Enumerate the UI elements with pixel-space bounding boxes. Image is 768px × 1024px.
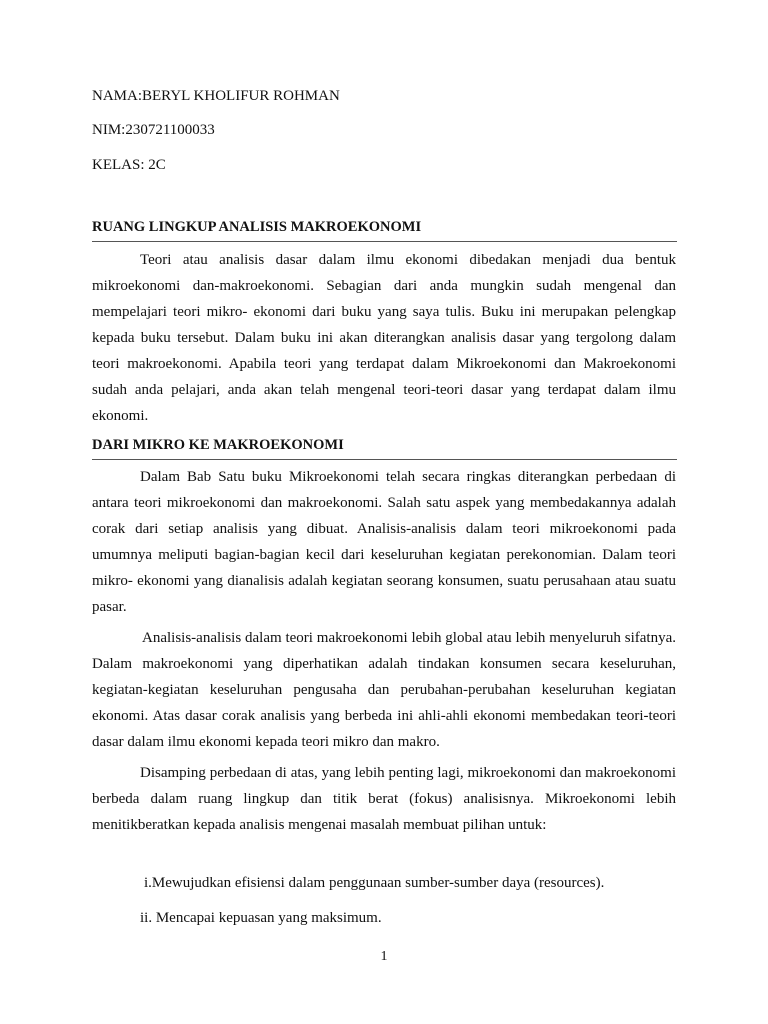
paragraph-intro: Teori atau analisis dasar dalam ilmu ekonomi dibedakan menjadi dua bentuk mikroekonomi dan-makroekonomi. Sebagian dari anda mungkin sudah mengenal dan mempelajari teori mikro- ekonomi dari buku yang saya tulis. Buku ini merupakan pelengkap kepada buku tersebut. Dalam buku ini akan diterangkan analisis dasar yang tergolong dalam teori makroekonomi. Apabila teori yang terdapat dalam Mikroekonomi dan Makroekonomi sudah anda pelajari, anda akan telah mengenal teori-teori dasar yang terdapat dalam ilmu ekonomi. [92,252,676,424]
section-heading-ruang-lingkup: RUANG LINGKUP ANALISIS MAKROEKONOMI [92,218,677,242]
page-number: 1 [380,949,388,964]
section-heading-mikro-makro: DARI MIKRO KE MAKROEKONOMI [92,436,677,460]
paragraph-disamping: Disamping perbedaan di atas, yang lebih penting lagi, mikroekonomi dan makroekonomi berbeda dalam ruang lingkup dan titik berat (fokus) analisisnya. Mikroekonomi lebih menitikberatkan kepada analisis mengenai masalah membuat pilihan untuk: [92,765,676,833]
list-item-kepuasan: ii. Mencapai kepuasan yang maksimum. [140,910,382,926]
paragraph-analisis-makro: Analisis-analisis dalam teori makroekonomi lebih global atau lebih menyeluruh sifatnya. Dalam makroekonomi yang diperhatikan adalah tindakan konsumen secara keseluruhan, kegiatan-kegiatan keseluruhan pengusaha dan perubahan-perubahan keseluruhan kegiatan ekonomi. Atas dasar corak analisis yang berbeda ini ahli-ahli ekonomi membedakan teori-teori dasar dalam ilmu ekonomi kepada teori mikro dan makro. [92,630,676,750]
student-nim: NIM:230721100033 [92,122,215,138]
student-name: NAMA:BERYL KHOLIFUR ROHMAN [92,88,340,104]
list-item-efisiensi: i.Mewujudkan efisiensi dalam penggunaan sumber-sumber daya (resources). [144,875,605,891]
paragraph-bab-satu: Dalam Bab Satu buku Mikroekonomi telah secara ringkas diterangkan perbedaan di antara teori mikroekonomi dan makroekonomi. Salah satu aspek yang membedakannya adalah corak dari setiap analisis yang dibuat. Analisis-analisis dalam teori mikroekonomi pada umumnya meliputi bagian-bagian kecil dari keseluruhan kegiatan perekonomian. Dalam teori mikro- ekonomi yang dianalisis adalah kegiatan seorang konsumen, suatu perusahaan atau suatu pasar. [92,469,676,615]
student-class: KELAS: 2C [92,157,166,173]
